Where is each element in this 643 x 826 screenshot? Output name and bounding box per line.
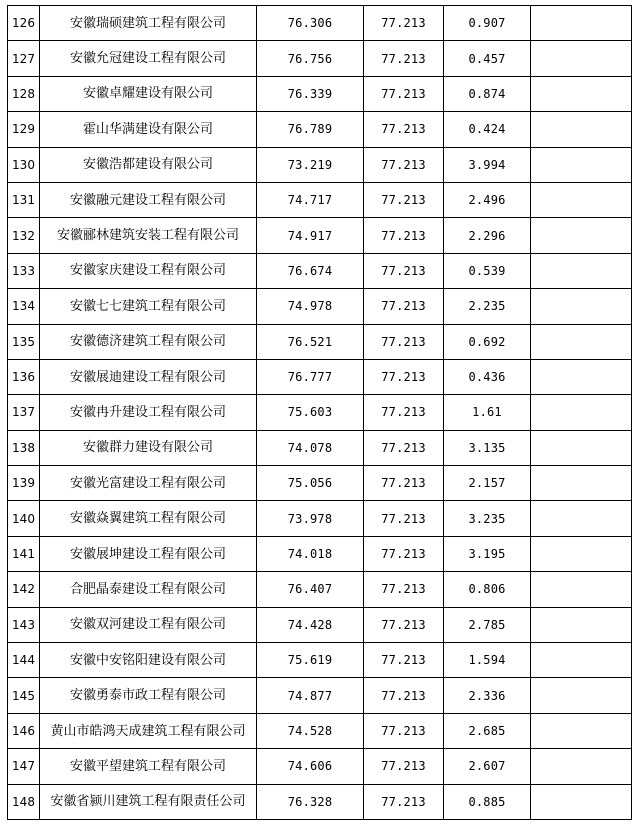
company-name-cell: 安徽允冠建设工程有限公司 [40,41,257,76]
score-cell: 75.056 [257,466,364,501]
company-name-cell: 黄山市皓鸿天成建筑工程有限公司 [40,713,257,748]
note-cell [531,289,632,324]
row-index-cell: 134 [8,289,40,324]
note-cell [531,678,632,713]
score-table [7,5,632,820]
score-cell: 74.528 [257,713,364,748]
average-cell: 77.213 [364,289,444,324]
average-cell: 77.213 [364,41,444,76]
company-name-cell: 安徽中安铭阳建设有限公司 [40,643,257,678]
score-cell: 74.978 [257,289,364,324]
table-row [8,112,632,147]
difference-cell: 2.607 [444,749,531,784]
difference-cell: 1.594 [444,643,531,678]
row-index-cell: 148 [8,784,40,819]
note-cell [531,6,632,41]
company-name-cell: 安徽德济建筑工程有限公司 [40,324,257,359]
table-row [8,466,632,501]
average-cell: 77.213 [364,643,444,678]
note-cell [531,218,632,253]
average-cell: 77.213 [364,147,444,182]
company-name-cell: 安徽勇泰市政工程有限公司 [40,678,257,713]
table-row [8,607,632,642]
company-name-cell: 安徽平望建筑工程有限公司 [40,749,257,784]
note-cell [531,430,632,465]
table-row [8,253,632,288]
average-cell: 77.213 [364,182,444,217]
average-cell: 77.213 [364,536,444,571]
average-cell: 77.213 [364,395,444,430]
company-name-cell: 安徽展坤建设工程有限公司 [40,536,257,571]
average-cell: 77.213 [364,324,444,359]
table-row [8,784,632,819]
note-cell [531,784,632,819]
table-row [8,678,632,713]
table-row [8,76,632,111]
row-index-cell: 147 [8,749,40,784]
average-cell: 77.213 [364,430,444,465]
difference-cell: 0.424 [444,112,531,147]
difference-cell: 2.685 [444,713,531,748]
note-cell [531,182,632,217]
row-index-cell: 132 [8,218,40,253]
company-name-cell: 安徽郦林建筑安装工程有限公司 [40,218,257,253]
company-name-cell: 安徽群力建设有限公司 [40,430,257,465]
average-cell: 77.213 [364,749,444,784]
score-cell: 76.789 [257,112,364,147]
average-cell: 77.213 [364,359,444,394]
row-index-cell: 131 [8,182,40,217]
score-cell: 74.018 [257,536,364,571]
average-cell: 77.213 [364,713,444,748]
score-cell: 76.521 [257,324,364,359]
note-cell [531,112,632,147]
score-cell: 74.078 [257,430,364,465]
table-row [8,359,632,394]
row-index-cell: 133 [8,253,40,288]
row-index-cell: 145 [8,678,40,713]
table-row [8,147,632,182]
table-row [8,289,632,324]
company-name-cell: 安徽省颍川建筑工程有限责任公司 [40,784,257,819]
row-index-cell: 136 [8,359,40,394]
difference-cell: 3.195 [444,536,531,571]
company-name-cell: 安徽光富建设工程有限公司 [40,466,257,501]
average-cell: 77.213 [364,6,444,41]
table-row [8,501,632,536]
table-row [8,182,632,217]
score-cell: 74.717 [257,182,364,217]
table-row [8,6,632,41]
difference-cell: 1.61 [444,395,531,430]
average-cell: 77.213 [364,253,444,288]
company-name-cell: 安徽融元建设工程有限公司 [40,182,257,217]
score-cell: 76.407 [257,572,364,607]
score-cell: 74.917 [257,218,364,253]
difference-cell: 3.235 [444,501,531,536]
note-cell [531,749,632,784]
company-name-cell: 安徽展迪建设工程有限公司 [40,359,257,394]
score-cell: 76.328 [257,784,364,819]
note-cell [531,643,632,678]
score-cell: 76.339 [257,76,364,111]
score-cell: 75.619 [257,643,364,678]
table-row [8,643,632,678]
row-index-cell: 140 [8,501,40,536]
score-cell: 74.428 [257,607,364,642]
table-row [8,41,632,76]
note-cell [531,253,632,288]
row-index-cell: 138 [8,430,40,465]
average-cell: 77.213 [364,501,444,536]
table-row [8,218,632,253]
note-cell [531,359,632,394]
note-cell [531,147,632,182]
note-cell [531,466,632,501]
difference-cell: 0.692 [444,324,531,359]
row-index-cell: 146 [8,713,40,748]
average-cell: 77.213 [364,218,444,253]
row-index-cell: 128 [8,76,40,111]
row-index-cell: 141 [8,536,40,571]
table-row [8,324,632,359]
difference-cell: 2.496 [444,182,531,217]
difference-cell: 0.907 [444,6,531,41]
difference-cell: 3.994 [444,147,531,182]
table-row [8,713,632,748]
score-cell: 74.877 [257,678,364,713]
score-cell: 75.603 [257,395,364,430]
average-cell: 77.213 [364,76,444,111]
average-cell: 77.213 [364,678,444,713]
row-index-cell: 126 [8,6,40,41]
average-cell: 77.213 [364,466,444,501]
company-name-cell: 安徽卓耀建设有限公司 [40,76,257,111]
company-name-cell: 安徽七七建筑工程有限公司 [40,289,257,324]
note-cell [531,76,632,111]
note-cell [531,324,632,359]
table-row [8,430,632,465]
difference-cell: 2.336 [444,678,531,713]
average-cell: 77.213 [364,607,444,642]
row-index-cell: 129 [8,112,40,147]
company-name-cell: 合肥晶泰建设工程有限公司 [40,572,257,607]
difference-cell: 2.296 [444,218,531,253]
score-cell: 76.306 [257,6,364,41]
table-row [8,536,632,571]
score-cell: 76.777 [257,359,364,394]
company-name-cell: 安徽焱翼建筑工程有限公司 [40,501,257,536]
table-row [8,572,632,607]
note-cell [531,395,632,430]
average-cell: 77.213 [364,784,444,819]
row-index-cell: 137 [8,395,40,430]
score-cell: 74.606 [257,749,364,784]
company-name-cell: 安徽瑞硕建筑工程有限公司 [40,6,257,41]
company-name-cell: 安徽双河建设工程有限公司 [40,607,257,642]
difference-cell: 0.457 [444,41,531,76]
score-cell: 76.756 [257,41,364,76]
score-cell: 73.219 [257,147,364,182]
row-index-cell: 139 [8,466,40,501]
difference-cell: 2.157 [444,466,531,501]
note-cell [531,713,632,748]
average-cell: 77.213 [364,112,444,147]
row-index-cell: 135 [8,324,40,359]
difference-cell: 0.539 [444,253,531,288]
difference-cell: 0.874 [444,76,531,111]
note-cell [531,41,632,76]
note-cell [531,607,632,642]
note-cell [531,501,632,536]
table-row [8,395,632,430]
score-cell: 76.674 [257,253,364,288]
row-index-cell: 144 [8,643,40,678]
row-index-cell: 127 [8,41,40,76]
company-name-cell: 安徽浩都建设有限公司 [40,147,257,182]
difference-cell: 2.235 [444,289,531,324]
difference-cell: 2.785 [444,607,531,642]
difference-cell: 3.135 [444,430,531,465]
note-cell [531,572,632,607]
difference-cell: 0.806 [444,572,531,607]
row-index-cell: 130 [8,147,40,182]
note-cell [531,536,632,571]
company-name-cell: 霍山华满建设有限公司 [40,112,257,147]
average-cell: 77.213 [364,572,444,607]
table-row [8,749,632,784]
score-cell: 73.978 [257,501,364,536]
row-index-cell: 143 [8,607,40,642]
difference-cell: 0.885 [444,784,531,819]
company-name-cell: 安徽冉升建设工程有限公司 [40,395,257,430]
row-index-cell: 142 [8,572,40,607]
table-body [8,6,632,820]
difference-cell: 0.436 [444,359,531,394]
company-name-cell: 安徽家庆建设工程有限公司 [40,253,257,288]
